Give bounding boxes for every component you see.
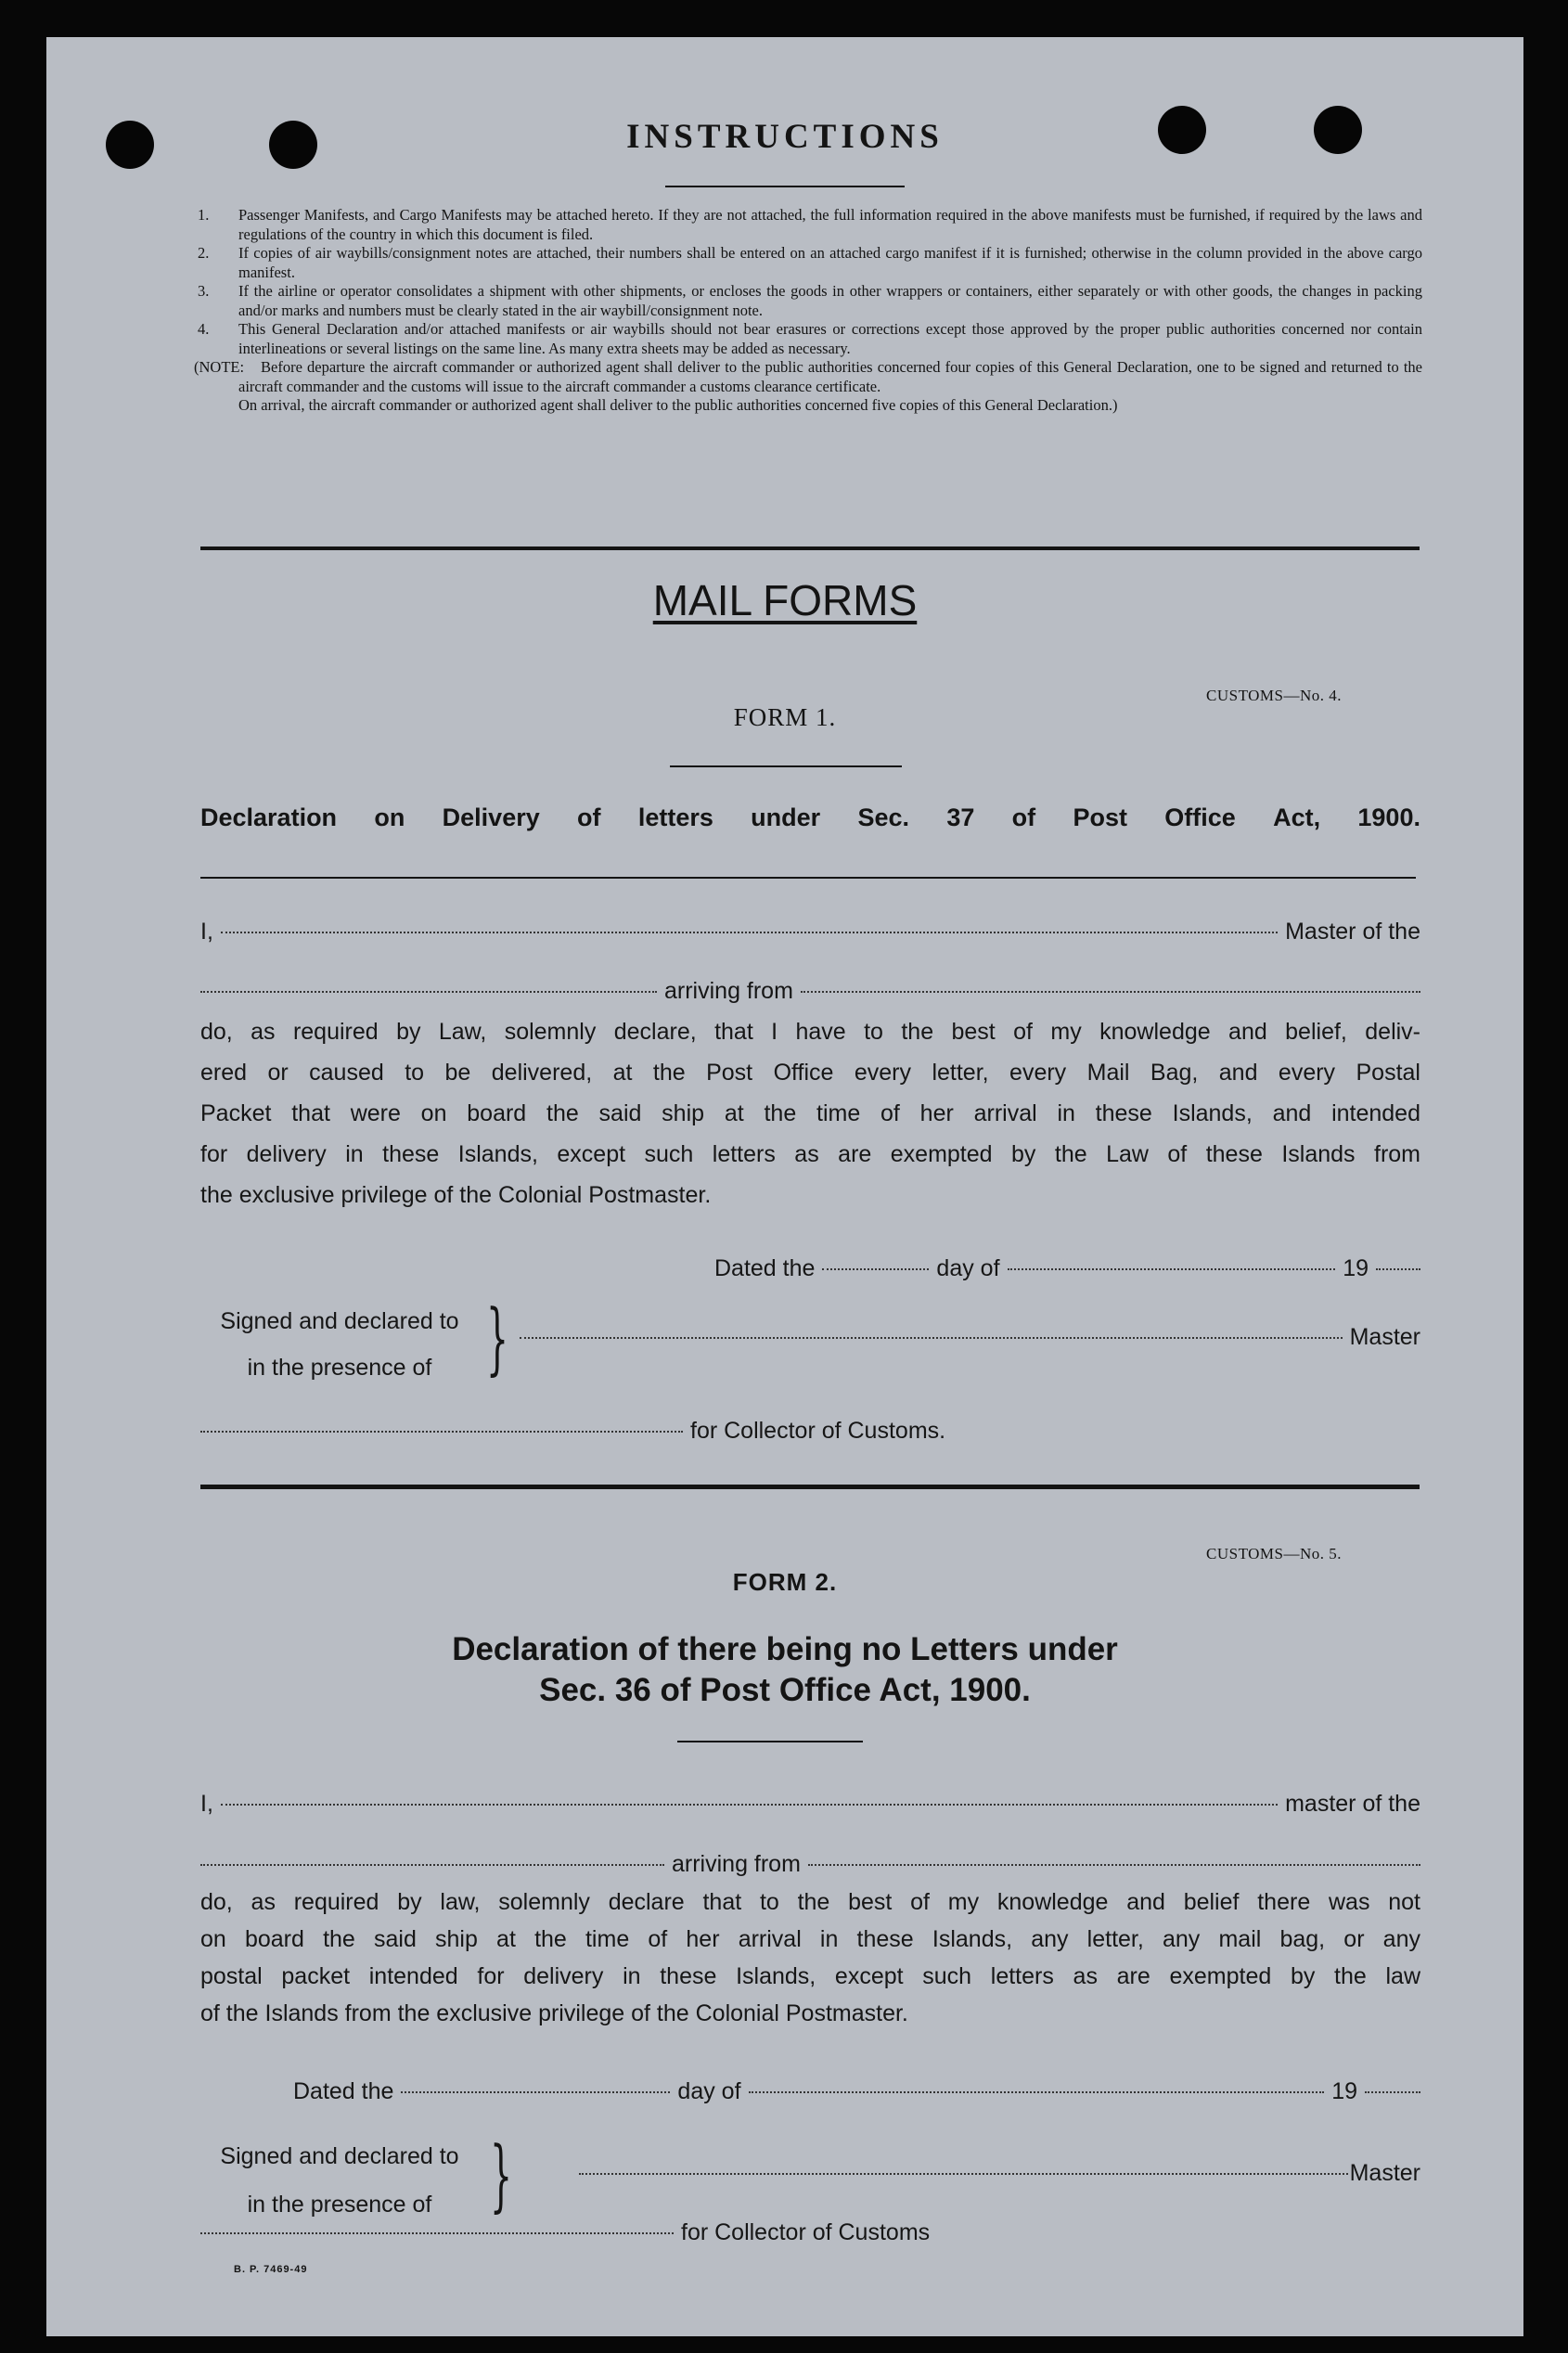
- body-line: do, as required by Law, solemnly declare, that I have to the best of my knowledge and belief, deliv-: [200, 1019, 1420, 1045]
- master-label: Master: [1349, 2160, 1420, 2186]
- ship-name-field[interactable]: [200, 1864, 664, 1866]
- master-label: Master: [1349, 1324, 1420, 1350]
- section-divider: [200, 546, 1420, 550]
- heading-word: under: [751, 804, 821, 831]
- instruction-text: This General Declaration and/or attached manifests or air waybills should not bear erasures or corrections except those approved by the proper public authorities concerned nor contain interlineations or several listings on the same line. As many extra sheets may be added as necessary.: [238, 320, 1422, 357]
- form2-declaration-heading: [46, 1629, 1523, 1711]
- body-line: postal packet intended for delivery in these Islands, except such letters as are exempted by the law: [200, 1963, 1420, 1989]
- collector-signature-field[interactable]: [200, 2232, 674, 2234]
- instruction-item: [198, 282, 1422, 320]
- instruction-number: 3.: [198, 282, 210, 300]
- form2-dated-line: [293, 2078, 1420, 2105]
- form1-master-signature-line: [520, 1324, 1420, 1351]
- arriving-from-field[interactable]: [801, 991, 1420, 993]
- instruction-text: Passenger Manifests, and Cargo Manifests may be attached hereto. If they are not attached, the full information required in the above manifests must be furnished, if required by the laws and regulations of the country in which this document is filed.: [238, 206, 1422, 243]
- body-line: for delivery in these Islands, except such letters as are exempted by the Law of these Islands from: [200, 1141, 1420, 1167]
- body-line: the exclusive privilege of the Colonial Postmaster.: [200, 1182, 712, 1208]
- instruction-text: If the airline or operator consolidates a shipment with other shipments, or encloses the goods in other wrappers or containers, either separately or with other goods, the changes in packing and/or marks and numbers must be clearly stated in the air waybill/consignment note.: [238, 282, 1422, 319]
- signed-line-1: Signed and declared to: [220, 1308, 459, 1334]
- form1-title-rule: [670, 765, 902, 767]
- form2-declaration-body: [200, 1884, 1420, 2032]
- heading-word: 1900.: [1357, 804, 1420, 831]
- body-line: of the Islands from the exclusive privilege of the Colonial Postmaster.: [200, 2000, 908, 2026]
- body-line: ered or caused to be delivered, at the Post Office every letter, every Mail Bag, and every Postal: [200, 1060, 1420, 1086]
- master-of-the-label: master of the: [1285, 1791, 1420, 1817]
- master-name-field[interactable]: [221, 1804, 1278, 1806]
- heading-word: Declaration: [200, 804, 338, 831]
- year-field[interactable]: [1376, 1268, 1420, 1270]
- dated-the-label: Dated the: [714, 1255, 816, 1281]
- note-second: On arrival, the aircraft commander or authorized agent shall deliver to the public authorities concerned five copies of this General Declaration.): [238, 396, 1118, 414]
- form1-master-line: [200, 919, 1420, 945]
- note-lead: (NOTE:: [194, 358, 245, 376]
- arriving-from-field[interactable]: [808, 1864, 1420, 1866]
- heading-word: 37: [946, 804, 975, 831]
- instruction-item: [198, 244, 1422, 282]
- heading-word: Post: [1073, 804, 1127, 831]
- arriving-from-label: arriving from: [672, 1851, 801, 1877]
- form2-arriving-line: [200, 1851, 1420, 1878]
- master-signature-field[interactable]: [520, 1337, 1343, 1339]
- form2-customs-number: CUSTOMS—No. 5.: [1206, 1545, 1343, 1562]
- instructions-title: INSTRUCTIONS: [626, 118, 944, 156]
- form-divider: [200, 1485, 1420, 1489]
- form2-heading-rule: [677, 1741, 863, 1742]
- instruction-item: [198, 320, 1422, 358]
- mail-forms-title: MAIL FORMS: [652, 576, 918, 624]
- instruction-number: 2.: [198, 244, 210, 262]
- month-field[interactable]: [749, 2091, 1325, 2093]
- form2-brace: }: [490, 2129, 513, 2220]
- body-line: do, as required by law, solemnly declare that to the best of my knowledge and belief there was not: [200, 1889, 1420, 1915]
- ship-name-field[interactable]: [200, 991, 657, 993]
- document-page: [46, 37, 1523, 2336]
- heading-word: letters: [637, 804, 713, 831]
- day-field[interactable]: [401, 2091, 670, 2093]
- form1-customs-number: CUSTOMS—No. 4.: [1206, 687, 1343, 704]
- day-of-label: day of: [936, 1255, 1000, 1281]
- instruction-item: [198, 206, 1422, 244]
- day-field[interactable]: [822, 1268, 929, 1270]
- collector-label: for Collector of Customs.: [690, 1418, 946, 1444]
- form1-title: FORM 1.: [733, 703, 837, 731]
- instructions-title-rule: [665, 186, 905, 187]
- heading-word: Office: [1164, 804, 1236, 831]
- instruction-note: [194, 358, 1422, 416]
- signed-line-1: Signed and declared to: [220, 2143, 459, 2169]
- master-name-field[interactable]: [221, 932, 1278, 933]
- heading-line-1: Declaration of there being no Letters under: [452, 1631, 1118, 1667]
- form2-master-line: [200, 1791, 1420, 1818]
- heading-word: Act,: [1273, 804, 1321, 831]
- form2-title: FORM 2.: [732, 1568, 838, 1596]
- signed-line-2: in the presence of: [247, 1355, 432, 1381]
- heading-word: of: [1011, 804, 1036, 831]
- body-line: on board the said ship at the time of her arrival in these Islands, any letter, any mail bag, or any: [200, 1926, 1420, 1952]
- instruction-text: If copies of air waybills/consignment notes are attached, their numbers shall be entered on an attached cargo manifest if it is furnished; otherwise in the column provided in the above cargo manifest.: [238, 244, 1422, 281]
- signed-line-2: in the presence of: [247, 2192, 432, 2218]
- day-of-label: day of: [677, 2078, 741, 2104]
- form1-dated-line: [714, 1255, 1420, 1282]
- form1-signed-label: [200, 1298, 479, 1391]
- form1-declaration-body: [200, 1011, 1420, 1215]
- form1-heading-rule: [200, 877, 1416, 879]
- heading-word: Sec.: [857, 804, 910, 831]
- form1-declaration-heading: [200, 804, 1420, 832]
- collector-signature-field[interactable]: [200, 1431, 683, 1433]
- i-label: I,: [200, 1791, 213, 1817]
- collector-label: for Collector of Customs: [681, 2219, 931, 2245]
- heading-word: of: [577, 804, 601, 831]
- instruction-number: 4.: [198, 320, 210, 338]
- master-of-the-label: Master of the: [1285, 919, 1420, 945]
- year-field[interactable]: [1365, 2091, 1420, 2093]
- dated-the-label: Dated the: [293, 2078, 394, 2104]
- form1-brace: }: [486, 1292, 509, 1383]
- instructions-list: [194, 206, 1422, 416]
- note-first: Before departure the aircraft commander or authorized agent shall deliver to the public authorities concerned four copies of this General Declaration, one to be signed and returned to the aircraft commander and the customs will issue to the aircraft commander a customs clearance certificate.: [238, 358, 1422, 395]
- arriving-from-label: arriving from: [664, 978, 793, 1004]
- form2-signed-label: [200, 2132, 479, 2229]
- year-prefix: 19: [1343, 1255, 1369, 1281]
- master-signature-field[interactable]: [579, 2173, 1348, 2175]
- form-code: B. P. 7469-49: [234, 2264, 308, 2275]
- form1-arriving-line: [200, 978, 1420, 1005]
- year-prefix: 19: [1331, 2078, 1357, 2104]
- instruction-number: 1.: [198, 206, 210, 224]
- form2-collector-line: [200, 2219, 1035, 2246]
- heading-word: Delivery: [442, 804, 540, 831]
- form2-master-signature-line: [579, 2160, 1420, 2187]
- i-label: I,: [200, 919, 213, 945]
- heading-word: on: [374, 804, 405, 831]
- heading-line-2: Sec. 36 of Post Office Act, 1900.: [539, 1672, 1031, 1708]
- form1-collector-line: [200, 1418, 1035, 1445]
- body-line: Packet that were on board the said ship at the time of her arrival in these Islands, and intended: [200, 1100, 1420, 1126]
- month-field[interactable]: [1008, 1268, 1336, 1270]
